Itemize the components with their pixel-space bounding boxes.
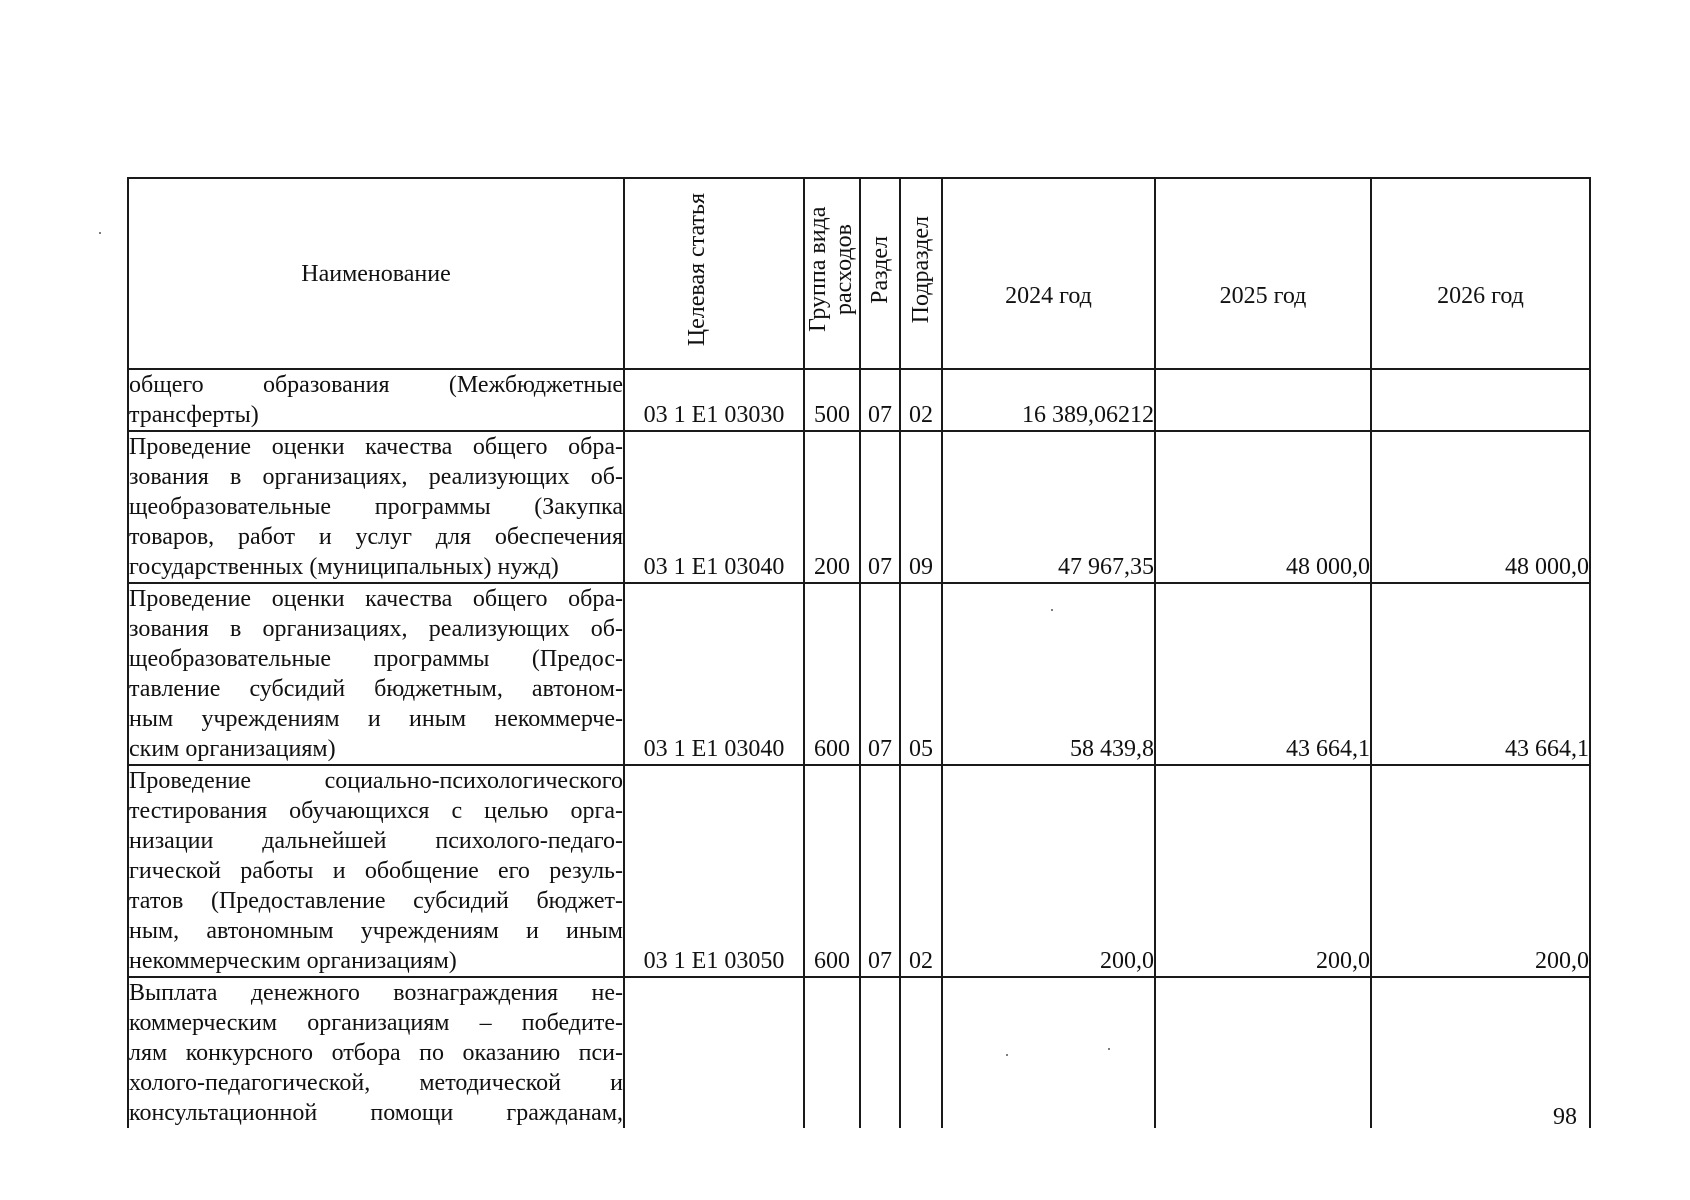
row-description-line: ным учреждениям и иным некоммерче-	[129, 706, 623, 732]
row-description-line: щеобразовательные программы (Предос-	[129, 646, 623, 672]
row-amount-2024: 200,0	[942, 765, 1155, 977]
scan-speck	[1051, 609, 1053, 611]
row-section: 07	[860, 583, 900, 765]
row-description-line: коммерческим организациям – победите-	[129, 1010, 623, 1036]
row-description-line: Проведение оценки качества общего обра-	[129, 586, 623, 612]
header-subsection	[900, 178, 942, 369]
table-row	[128, 369, 1590, 431]
row-description-line: щеобразовательные программы (Закупка	[129, 494, 623, 520]
header-target-label: Целевая статья	[684, 192, 710, 347]
row-section: 07	[860, 765, 900, 977]
row-description-line: татов (Предоставление субсидий бюджет-	[129, 888, 623, 914]
header-row	[128, 178, 1590, 369]
row-amount-2024: 16 389,06212	[942, 369, 1155, 431]
row-description-line: государственных (муниципальных) нужд)	[129, 554, 559, 580]
row-description-line: холого-педагогической, методической и	[129, 1070, 623, 1096]
row-amount-2025	[1155, 369, 1371, 431]
header-2024: 2024 год	[942, 178, 1155, 369]
row-description-line: Выплата денежного вознаграждения не-	[129, 980, 623, 1006]
row-amount-2026: 43 664,1	[1371, 583, 1590, 765]
row-expense-group: 600	[804, 583, 860, 765]
page-number: 98	[1553, 1104, 1577, 1130]
row-target-code	[624, 977, 804, 1128]
row-target-code: 03 1 E1 03040	[624, 431, 804, 583]
row-amount-2024: 58 439,8	[942, 583, 1155, 765]
row-amount-2024: 47 967,35	[942, 431, 1155, 583]
header-name: Наименование	[128, 178, 624, 369]
row-amount-2025: 200,0	[1155, 765, 1371, 977]
row-description-line: низации дальнейшей психолого-педаго-	[129, 828, 623, 854]
row-description-line: консультационной помощи гражданам,	[129, 1100, 623, 1126]
row-description-line: трансферты)	[129, 402, 259, 428]
row-description-line: ным, автономным учреждениям и иным	[129, 918, 623, 944]
scan-speck	[1006, 1054, 1008, 1056]
row-amount-2026: 48 000,0	[1371, 431, 1590, 583]
row-description-line: зования в организациях, реализующих об-	[129, 464, 623, 490]
row-amount-2025: 43 664,1	[1155, 583, 1371, 765]
header-section	[860, 178, 900, 369]
row-description-line: тавление субсидий бюджетным, автоном-	[129, 676, 623, 702]
table-row	[128, 431, 1590, 583]
row-subsection: 02	[900, 369, 942, 431]
row-description-line: тестирования обучающихся с целью орга-	[129, 798, 623, 824]
row-amount-2026	[1371, 369, 1590, 431]
header-target	[624, 178, 804, 369]
row-description-line: гической работы и обобщение его резуль-	[129, 858, 623, 884]
row-section: 07	[860, 369, 900, 431]
budget-table	[127, 177, 1591, 1128]
row-expense-group: 500	[804, 369, 860, 431]
row-subsection: 02	[900, 765, 942, 977]
row-section	[860, 977, 900, 1128]
header-subsection-label: Подраздел	[908, 215, 934, 324]
scan-speck	[99, 232, 101, 234]
row-description-line: общего образования (Межбюджетные	[129, 372, 623, 398]
row-expense-group	[804, 977, 860, 1128]
table-row	[128, 977, 1590, 1128]
row-subsection	[900, 977, 942, 1128]
row-target-code: 03 1 E1 03050	[624, 765, 804, 977]
row-amount-2025: 48 000,0	[1155, 431, 1371, 583]
row-description	[128, 583, 624, 765]
row-description-line: ским организациям)	[129, 736, 336, 762]
row-amount-2026: 200,0	[1371, 765, 1590, 977]
row-description-line: зования в организациях, реализующих об-	[129, 616, 623, 642]
header-section-label: Раздел	[867, 235, 893, 304]
row-description	[128, 431, 624, 583]
row-section: 07	[860, 431, 900, 583]
row-expense-group: 600	[804, 765, 860, 977]
row-description-line: лям конкурсного отбора по оказанию пси-	[129, 1040, 623, 1066]
row-description-line: Проведение социально-психологического	[129, 768, 623, 794]
table-row	[128, 765, 1590, 977]
row-subsection: 09	[900, 431, 942, 583]
row-description-line: товаров, работ и услуг для обеспечения	[129, 524, 623, 550]
header-2026: 2026 год	[1371, 178, 1590, 369]
row-description	[128, 977, 624, 1128]
row-description-line: Проведение оценки качества общего обра-	[129, 434, 623, 460]
row-amount-2024	[942, 977, 1155, 1128]
row-description-line: некоммерческим организациям)	[129, 948, 457, 974]
table-row	[128, 583, 1590, 765]
header-group	[804, 178, 860, 369]
row-subsection: 05	[900, 583, 942, 765]
row-description	[128, 765, 624, 977]
row-description	[128, 369, 624, 431]
header-group-label: Группа вида расходов	[805, 206, 857, 333]
header-2025: 2025 год	[1155, 178, 1371, 369]
row-target-code: 03 1 E1 03030	[624, 369, 804, 431]
row-target-code: 03 1 E1 03040	[624, 583, 804, 765]
row-expense-group: 200	[804, 431, 860, 583]
row-amount-2025	[1155, 977, 1371, 1128]
scan-speck	[1108, 1048, 1110, 1050]
